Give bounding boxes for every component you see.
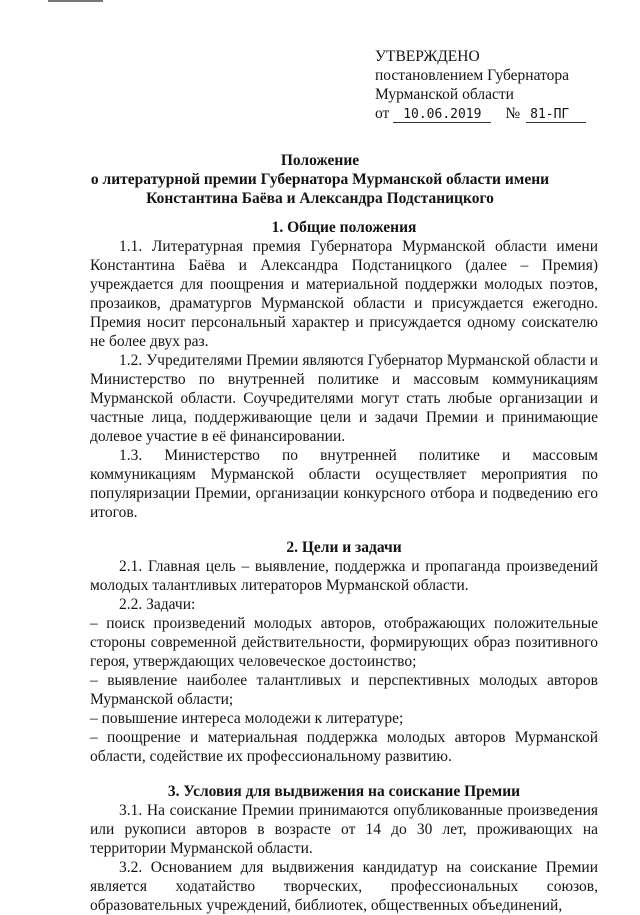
paragraph-2-2: 2.2. Задачи: (119, 596, 196, 613)
paragraph-1-3: 1.3. Министерство по внутренней политике и массовым коммуникациям Мурманской области осуществляет мероприятия по популяризации Премии, организации конкурсного отбора и подведению его итогов. (90, 447, 598, 521)
section-heading-2: 2. Цели и задачи (286, 539, 402, 556)
approval-by-line-2: Мурманской области (375, 86, 514, 103)
paragraph-3-2: 3.2. Основанием для выдвижения кандидатур на соискание Премии является ходатайство творческих, профессиональных союзов, образовательных учреждений, библиотек, общественных объединений, (90, 859, 598, 914)
task-item-1: – поиск произведений молодых авторов, отображающих положительные стороны современной действительности, формирующих образ позитивного героя, утверждающих человеческое достоинство; (90, 615, 598, 670)
paragraph-3-1: 3.1. На соискание Премии принимаются опубликованные произведения или рукописи авторов в возрасте от 14 до 30 лет, проживающих на территории Мурманской области. (90, 802, 598, 857)
approval-number: 81-ПГ (526, 107, 586, 123)
from-label: от (375, 105, 390, 122)
title-line-1: Положение (280, 152, 360, 169)
section-heading-3: 3. Условия для выдвижения на соискание Премии (167, 783, 521, 800)
paragraph-1-1: 1.1. Литературная премия Губернатора Мурманской области имени Константина Баёва и Александра Подстаницкого (далее – Премия) учреждается для поощрения и материальной поддержки молодых поэтов, прозаиков, драматургов Мурманской области и присуждается ежегодно. Премия носит персональный характер и присуждается одному соискателю не более двух раз. (90, 238, 598, 350)
approval-date: 10.06.2019 (393, 107, 491, 123)
number-sign: № (505, 105, 521, 122)
task-item-2: – выявление наиболее талантливых и перспективных молодых авторов Мурманской области; (90, 672, 598, 708)
approval-date-row (375, 104, 586, 123)
document-body (90, 218, 598, 915)
task-item-3: – повышение интереса молодежи к литературе; (90, 710, 404, 727)
approval-by-line-1: постановлением Губернатора (375, 67, 570, 84)
paragraph-2-1: 2.1. Главная цель – выявление, поддержка и пропаганда произведений молодых талантливых литераторов Мурманской области. (90, 558, 598, 594)
paragraph-1-2: 1.2. Учредителями Премии являются Губернатор Мурманской области и Министерство по внутренней политике и массовым коммуникациям Мурманской области. Соучредителями могут стать любые организации и частные лица, поддерживающие цели и задачи Премии и принимающие долевое участие в её финансировании. (90, 352, 598, 445)
section-heading-1: 1. Общие положения (271, 219, 417, 236)
scan-edge-mark (48, 0, 103, 2)
approval-block (375, 47, 586, 123)
document-title (0, 151, 640, 208)
task-item-4: – поощрение и материальная поддержка молодых авторов Мурманской области, содействие их профессиональному развитию. (90, 729, 598, 765)
title-line-2: о литературной премии Губернатора Мурманской области имени (90, 171, 550, 188)
title-line-3: Константина Баёва и Александра Подстаницкого (146, 190, 494, 207)
approval-stamp: УТВЕРЖДЕНО (375, 48, 480, 65)
